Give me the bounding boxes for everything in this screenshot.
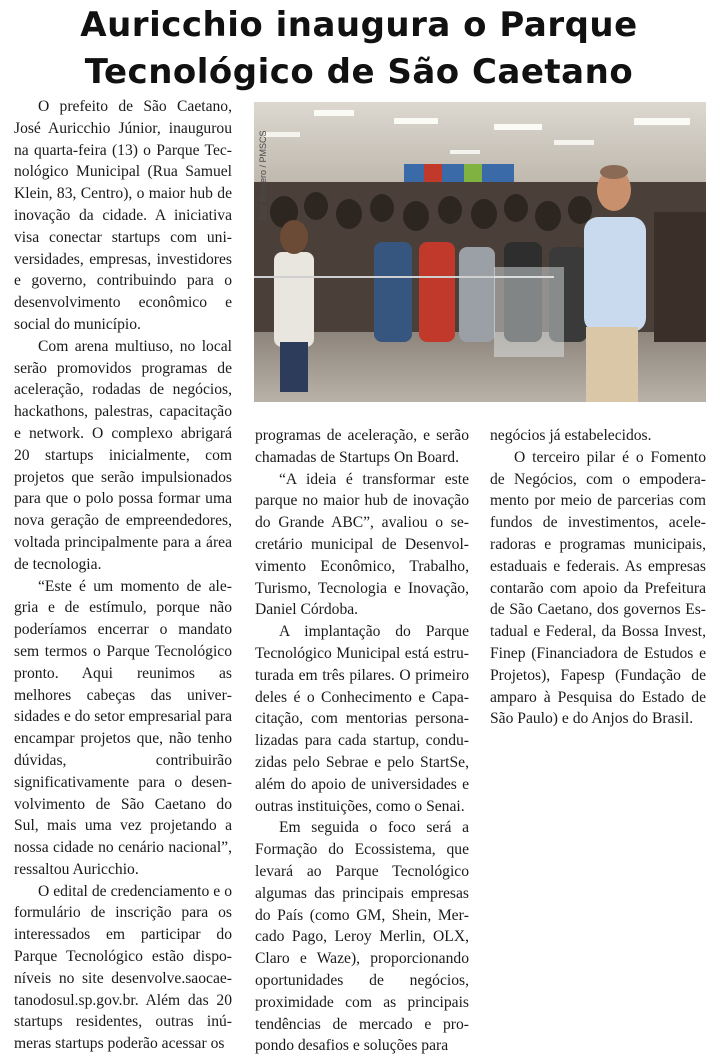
paragraph-2: Com arena multiuso, no local serão promovidos programas de aceleração, rodadas de negócios, hackathons, palestras, capacitação e network. O complexo abrigará 20 startups inicialmente, com projetos que serão impulsionados para que o polo possa formar uma nova geração de empreendedores, voltada principalmente para a área de tecnologia.: [14, 337, 232, 573]
paragraph-7-continued: negócios já estabelecidos.: [490, 427, 652, 444]
paragraph-7: Em seguida o foco será a Formação do Ecossistema, que levará ao Parque Tecnológico algumas das principais empresas do País (como GM, Shein, Mercado Pago, Leroy Merlin, OLX, Claro e Waze), proporcionando oportunidades de negócios, proximidade com as principais tendências de mercado e propondo desafios e soluções para: [255, 819, 469, 1055]
column-3: [490, 425, 706, 730]
headline-line-2: Tecnológico de São Caetano: [84, 52, 634, 92]
inauguration-photo: [254, 102, 706, 402]
headline-line-1: Auricchio inaugura o Parque: [80, 5, 638, 45]
paragraph-4-continued: programas de aceleração, e serão chamadas de Startups On Board.: [255, 427, 469, 466]
photo-credit: Eric Romero / PMSCS: [258, 130, 268, 220]
paragraph-4: O edital de credenciamento e o formulário de inscrição para os interessados em participar do Parque Tecnológico estão disponíveis no site desenvolve.saocaetanodosul.sp.gov.br. Além das 20 startups residentes, outras inúmeras startups poderão acessar os: [14, 882, 232, 1053]
headline: [0, 2, 718, 96]
paragraph-6: A implantação do Parque Tecnológico Municipal está estruturada em três pilares. O primeiro deles é o Conhecimento e Capacitação, com mentorias personalizadas para cada startup, conduzidas pelo Sebrae e pelo StartSe, além do apoio de universidades e outras instituições, como o Senai.: [255, 623, 469, 815]
paragraph-8: O terceiro pilar é o Fomento de Negócios, com o empoderamento por meio de parcerias com fundos de investimentos, aceleradoras e programas municipais, estaduais e federais. As empresas contarão com apoio da Prefeitura de São Caetano, dos governos Estadual e Federal, da Bossa Invest, Finep (Financiadora de Estudos e Projetos), Fapesp (Fundação de amparo à Pesquisa do Estado de São Paulo) e do Anjos do Brasil.: [490, 448, 706, 728]
paragraph-3: “Este é um momento de alegria e de estímulo, porque não poderíamos encerrar o mandato sem termos o Parque Tecnológico pronto. Aqui reunimos as melhores cabeças das universidades e do setor empresarial para encampar projetos que, não tenho dúvidas, contribuirão significativamente para o desenvolvimento de São Caetano do Sul, mais uma vez projetando a nossa cidade no cenário nacional”, ressaltou Auricchio.: [14, 577, 232, 878]
column-1: [14, 96, 232, 1055]
column-2: [255, 425, 469, 1057]
paragraph-5: “A ideia é transformar este parque no maior hub de inovação do Grande ABC”, avaliou o secretário municipal de Desenvolvimento Econômico, Trabalho, Turismo, Tecnologia e Inovação, Daniel Córdoba.: [255, 470, 469, 619]
paragraph-1: O prefeito de São Caetano, José Auricchio Júnior, inaugurou na quarta-feira (13) o Parque Tecnológico Municipal (Rua Samuel Klein, 83, Centro), o maior hub de inovação da cidade. A iniciativa visa conectar startups com universidades, empresas, investidores e governo, contribuindo para o desenvolvimento econômico e social do município.: [14, 98, 232, 333]
